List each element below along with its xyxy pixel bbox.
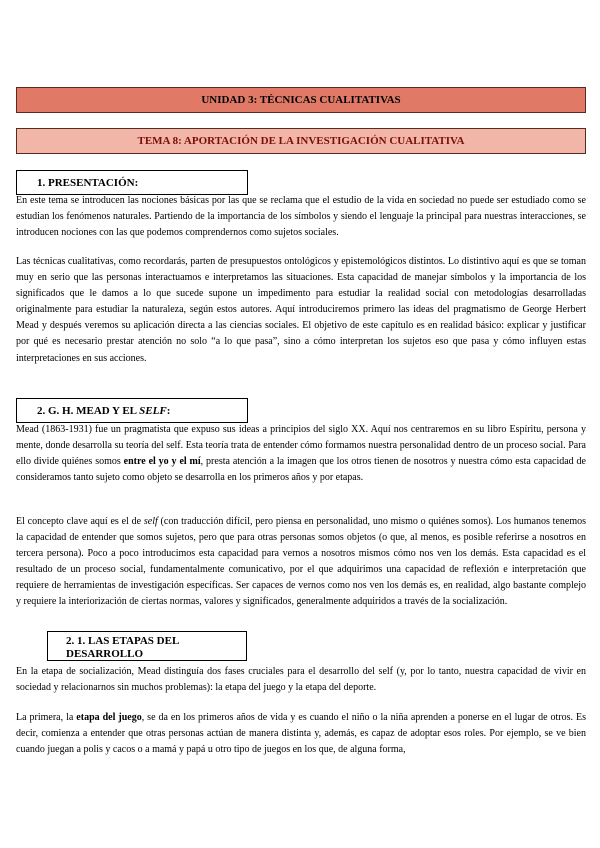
paragraph-text: , se da en los primeros años de vida y es cuando el niño o la niña aprenden a ponerse en el lugar de otros. Es decir, comienza a entender que otras personas actúan de manera distinta y, además, es capaz de adoptar esos roles. Por ejemplo, se ve bien cuando juegan a polis y cacos o a mamá y papá u otro tipo de juegos en los que, de alguna forma, xyxy=(16,712,586,756)
paragraph-text: El concepto clave aquí es el de xyxy=(16,516,144,527)
section-heading-presentacion: 1. PRESENTACIÓN: xyxy=(16,170,248,195)
unit-banner: UNIDAD 3: TÉCNICAS CUALITATIVAS xyxy=(16,87,586,113)
bold-text: etapa del juego xyxy=(76,712,142,723)
paragraph-text: Mead (1863-1931) fue un pragmatista que expuso sus ideas a principios del siglo XX. Aquí nos centraremos en su libro Espíritu, persona y mente, donde desarrolla su teoría del self. Esta teoría trata de entender cómo formamos nuestra personalidad dentro de un proceso social. Para ello divide quiénes somos xyxy=(16,424,586,468)
bold-text: entre el yo y el mí xyxy=(123,456,201,468)
heading-line: 2. 1. LAS ETAPAS DEL xyxy=(66,635,180,647)
paragraph-intro: En este tema se introducen las nociones básicas por las que se reclama que el estudio de la vida en sociedad no puede ser estudiado como se estudian los fenómenos naturales. Partiendo de la importancia de los símbolos y siendo el lenguaje la principal para nuestras interacciones, se introducen nociones con las que podemos comprendernos como sujetos sociales. xyxy=(16,195,586,239)
paragraph-socializacion: En la etapa de socialización, Mead distinguía dos fases cruciales para el desarrollo del self (y, por lo tanto, nuestra capacidad de vivir en sociedad y relacionarnos sin muchos problemas): la etapa del juego y la etapa del deporte. xyxy=(16,666,586,694)
paragraph-text: La primera, la xyxy=(16,712,77,723)
italic-text: self xyxy=(143,516,158,527)
section-heading-mead xyxy=(16,398,248,423)
paragraph-tecnicas: Las técnicas cualitativas, como recordarás, parten de presupuestos ontológicos y epistemológicos distintos. Lo distintivo aquí es que se toman muy en serio que las personas interactuamos e interpretamos las situaciones. Esta capacidad de manejar símbolos y la importancia de los significados que le damos a lo que sucede supone un impedimento para estudiar la realidad social con metodologías desarrolladas originalmente para estudiar la naturaleza, según estos autores. Aquí introduciremos primero las ideas del pragmatismo de George Herbert Mead y después veremos su aplicación directa a las ciencias sociales. El objetivo de este capítulo es en realidad básico: explicar y justificar por qué es necesario prestar atención no solo “a lo que pasa”, sino a cómo interpretan los sujetos eso que pasa y cómo influyen estas interpretaciones en sus acciones. xyxy=(16,256,586,364)
paragraph-mead xyxy=(16,422,586,486)
paragraph-self xyxy=(16,514,586,611)
heading-colon: : xyxy=(166,405,171,417)
paragraph-juego xyxy=(16,710,586,758)
paragraph-text: (con traducción difícil, pero piensa en personalidad, uno mismo o quiénes somos). Los humanos tenemos la capacidad de entender que somos sujetos, pero que para otras personas somos objetos (o que, al menos, es posible referirse a nosotros en tercera persona). Poco a poco introducimos esta capacidad para vernos a nosotros mismos cómo nos ven los demás. Esta capacidad es el resultado de un proceso social, fundamentalmente comunicativo, por el que adquirimos una capacidad de reflexión e interpretación que requiere de herramientas de investigación específicas. Ser capaces de vernos como nos ven los demás es, en realidad, algo bastante complejo y requiere la interiorización de ciertas normas, valores y significados, generalmente adquiridos a través de la socialización. xyxy=(16,516,586,608)
subsection-heading-etapas xyxy=(47,631,247,661)
heading-italic-self: SELF xyxy=(139,405,167,417)
heading-text: 2. G. H. MEAD Y EL xyxy=(37,405,140,417)
paragraph-text: , presta atención a la imagen que los otros tienen de nosotros y nuestra cómo esta capacidad de consideramos tanto sujeto como objeto se desarrolla en los primeros años y por etapas. xyxy=(16,456,587,484)
heading-line: DESARROLLO xyxy=(66,648,144,660)
topic-banner: TEMA 8: APORTACIÓN DE LA INVESTIGACIÓN CUALITATIVA xyxy=(16,128,586,154)
